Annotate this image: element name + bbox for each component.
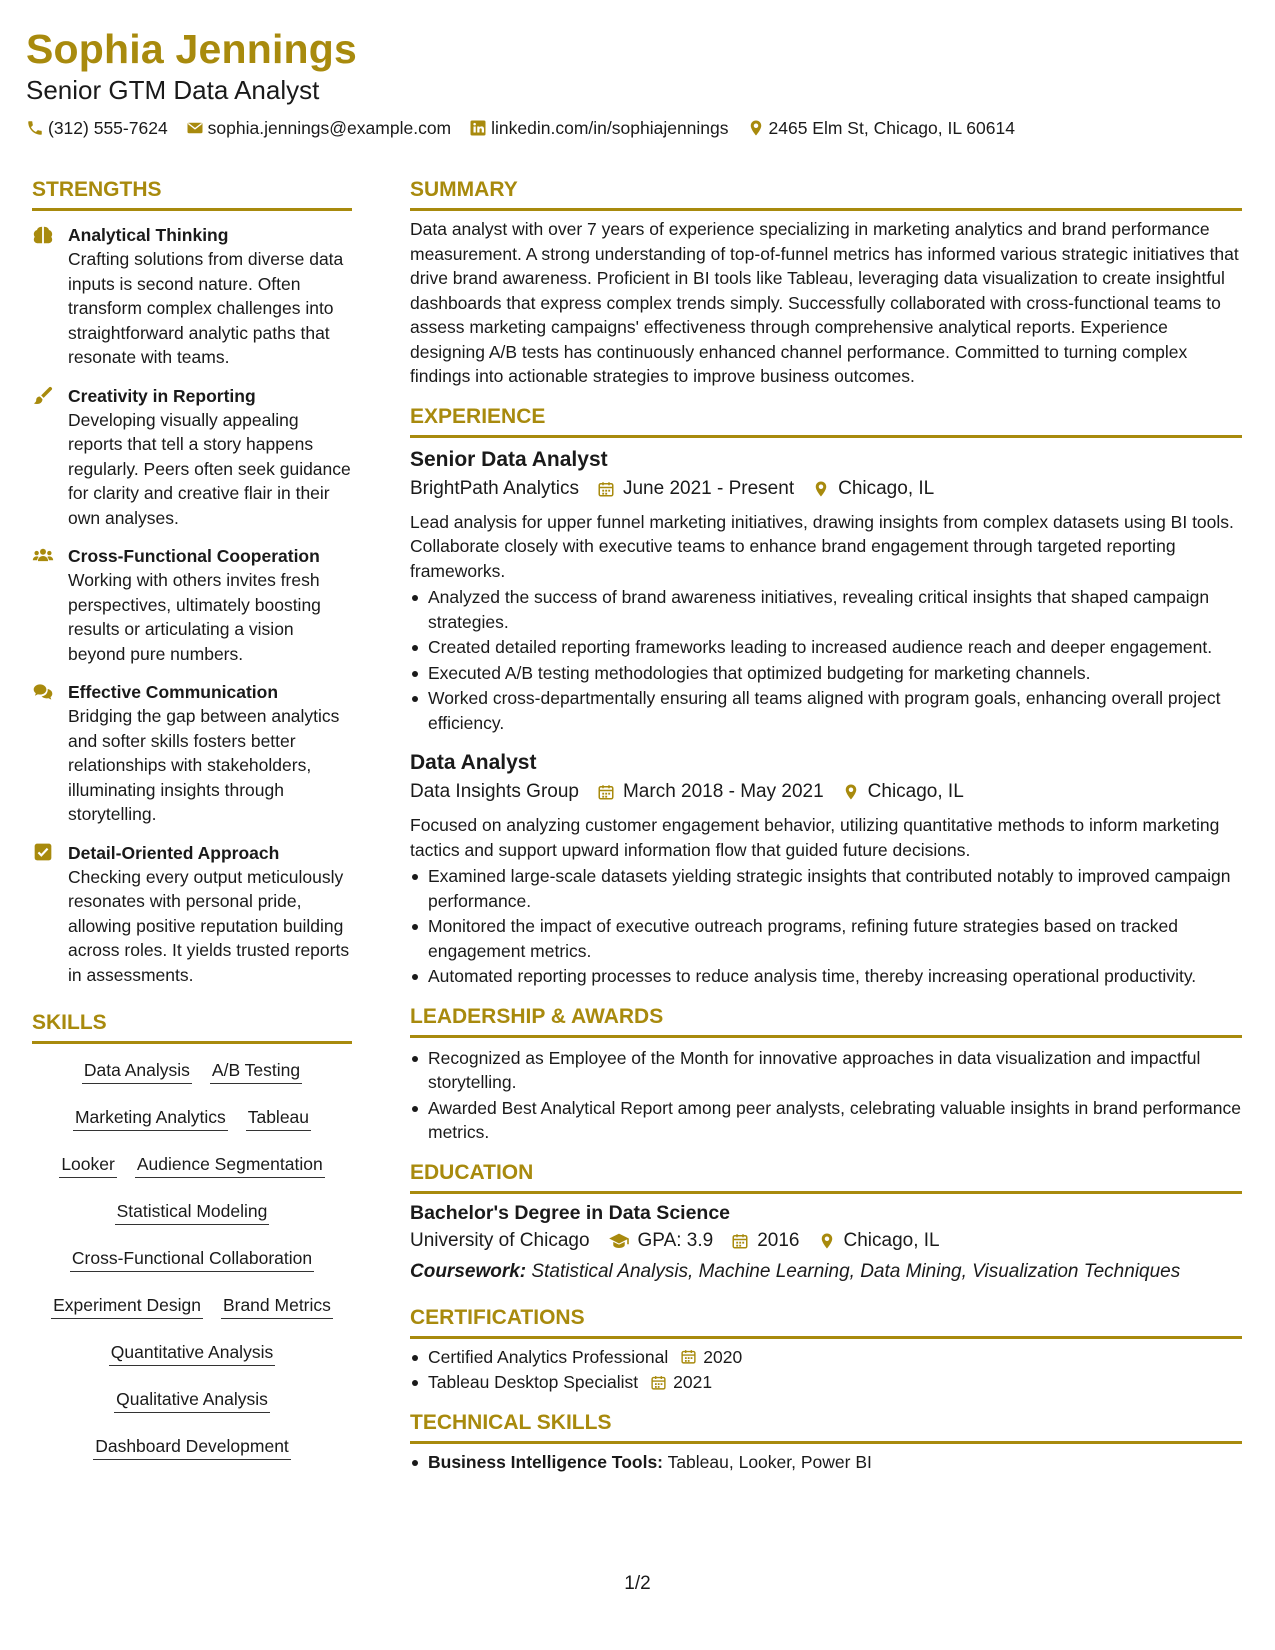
list-item (410, 1370, 1242, 1395)
skill-tag: Dashboard Development (93, 1434, 291, 1460)
job-title: Senior Data Analyst (410, 447, 608, 471)
list-item: Awarded Best Analytical Report among peer analysts, celebrating valuable insights in brand performance metrics. (410, 1096, 1242, 1145)
left-column (32, 176, 352, 1475)
company-name: BrightPath Analytics (410, 477, 579, 499)
list-item: Worked cross-departmentally ensuring all teams aligned with program goals, enhancing overall project efficiency. (410, 686, 1242, 735)
certification (428, 1345, 1242, 1370)
job-dates: March 2018 - May 2021 (622, 781, 824, 802)
contact-address (747, 116, 1015, 140)
calendar-icon (597, 480, 615, 498)
phone-icon (26, 119, 44, 137)
section-divider (410, 1035, 1242, 1038)
calendar-icon (597, 783, 615, 801)
list-item: Monitored the impact of executive outreach programs, refining future strategies based on tracked engagement metrics. (410, 914, 1242, 963)
cert-year: 2021 (673, 1372, 713, 1392)
list-item (410, 1345, 1242, 1370)
skill-tag: Tableau (246, 1105, 311, 1131)
section-divider (32, 208, 352, 211)
cert-name: Tableau Desktop Specialist (428, 1372, 639, 1392)
email-text: sophia.jennings@example.com (207, 118, 452, 138)
school-location: Chicago, IL (843, 1229, 940, 1251)
leadership-heading: LEADERSHIP & AWARDS (410, 1004, 664, 1028)
cert-year: 2020 (703, 1346, 743, 1367)
strength-item (32, 680, 352, 827)
linkedin-icon (469, 119, 487, 137)
leadership-bullets (410, 1046, 1242, 1145)
strength-desc: Working with others invites fresh perspectives, ultimately boosting results or articulating a vision beyond pure numbers. (68, 570, 321, 664)
comments-icon (32, 681, 54, 703)
strength-title: Creativity in Reporting (68, 385, 256, 406)
map-pin-icon (812, 480, 830, 498)
skill-tag: Statistical Modeling (115, 1199, 270, 1225)
job-bullets (410, 585, 1242, 735)
list-item: Recognized as Employee of the Month for innovative approaches in data visualization and impactful storytelling. (410, 1046, 1242, 1095)
gpa: GPA: 3.9 (637, 1229, 714, 1251)
job-entry (410, 446, 1242, 736)
contact-phone (26, 116, 168, 140)
skill-tag: Quantitative Analysis (109, 1340, 275, 1366)
address-text: 2465 Elm St, Chicago, IL 60614 (768, 118, 1015, 138)
cert-name: Certified Analytics Professional (428, 1346, 669, 1367)
calendar-icon (731, 1232, 749, 1250)
strength-item (32, 544, 352, 666)
tech-skill-value: Tableau, Looker, Power BI (667, 1451, 872, 1472)
list-item: Executed A/B testing methodologies that optimized budgeting for marketing channels. (410, 661, 1242, 686)
certification (428, 1370, 1242, 1395)
skill-tag: Brand Metrics (221, 1293, 333, 1319)
list-item (410, 1450, 1242, 1475)
calendar-icon (650, 1374, 667, 1391)
certifications-list (410, 1345, 1242, 1395)
contact-email[interactable] (186, 116, 451, 140)
job-bullets (410, 864, 1242, 989)
section-divider (32, 1041, 352, 1044)
list-item: Examined large-scale datasets yielding strategic insights that contributed notably to improved campaign performance. (410, 864, 1242, 913)
technical-skills-heading: TECHNICAL SKILLS (410, 1410, 612, 1434)
job-description: Lead analysis for upper funnel marketing initiatives, drawing insights from complex datasets using BI tools. Collaborate closely with executive teams to enhance brand engagement through targeted reporting frameworks. (410, 511, 1234, 581)
strength-item (32, 384, 352, 531)
certifications-heading: CERTIFICATIONS (410, 1305, 585, 1329)
brain-icon (32, 224, 54, 246)
coursework-label: Coursework: (410, 1260, 527, 1282)
contact-row (26, 116, 1246, 140)
job-meta (410, 474, 1242, 504)
job-description: Focused on analyzing customer engagement behavior, utilizing quantitative methods to inform marketing tactics and support upward information flow that guided future decisions. (410, 815, 1220, 860)
strength-desc: Bridging the gap between analytics and softer skills fosters better relationships with stakeholders, illuminating insights through storytelling. (68, 706, 340, 824)
education-heading: EDUCATION (410, 1160, 534, 1184)
list-item: Created detailed reporting frameworks leading to increased audience reach and deeper engagement. (410, 635, 1242, 660)
strength-title: Cross-Functional Cooperation (68, 546, 320, 566)
section-divider (410, 1336, 1242, 1339)
degree-title: Bachelor's Degree in Data Science (410, 1201, 731, 1224)
strength-title: Analytical Thinking (68, 225, 229, 245)
skill-tag: Audience Segmentation (135, 1152, 325, 1178)
skill-tag: Marketing Analytics (73, 1105, 228, 1131)
job-dates: June 2021 - Present (622, 477, 795, 499)
coursework (410, 1258, 1242, 1286)
skills-list (32, 1052, 352, 1475)
strength-desc: Checking every output meticulously resonates with personal pride, allowing positive reputation building across roles. It yields trusted reports in assessments. (68, 866, 350, 985)
technical-skills-list (410, 1450, 1242, 1475)
checkbox-icon (32, 842, 54, 864)
map-pin-icon (747, 119, 765, 137)
skill-tag: Experiment Design (51, 1293, 203, 1319)
list-item: Automated reporting processes to reduce analysis time, thereby increasing operational productivity. (410, 964, 1242, 989)
section-divider (410, 1191, 1242, 1194)
candidate-name: Sophia Jennings (26, 26, 358, 72)
map-pin-icon (842, 783, 860, 801)
strengths-heading: STRENGTHS (32, 178, 162, 201)
section-divider (410, 1441, 1242, 1444)
page-number: 1/2 (624, 1573, 651, 1594)
graduation-cap-icon (608, 1232, 630, 1250)
contact-linkedin[interactable] (469, 116, 728, 140)
list-item: Analyzed the success of brand awareness initiatives, revealing critical insights that shaped campaign strategies. (410, 585, 1242, 634)
summary-text: Data analyst with over 7 years of experience specializing in marketing analytics and brand performance measurement. A strong understanding of top-of-funnel metrics has informed various strategic initiatives that drive brand awareness. Proficient in BI tools like Tableau, leveraging data visualization to create insightful dashboards that express complex trends simply. Successfully collaborated with cross-functional teams to assess marketing campaigns' effectiveness through comprehensive analytical reports. Experience designing A/B tests has continuously enhanced channel performance. Committed to turning complex findings into actionable strategies to improve business outcomes. (410, 219, 1239, 386)
graduation-year: 2016 (757, 1229, 800, 1251)
users-icon (32, 545, 54, 567)
skill-tag: Qualitative Analysis (114, 1387, 270, 1413)
experience-heading: EXPERIENCE (410, 404, 546, 428)
paintbrush-icon (32, 385, 54, 407)
section-divider (410, 208, 1242, 211)
school-name: University of Chicago (410, 1229, 590, 1251)
tech-skill-label: Business Intelligence Tools: (428, 1451, 664, 1472)
education-meta (410, 1226, 1242, 1256)
job-title: Data Analyst (410, 751, 537, 774)
strength-title: Detail-Oriented Approach (68, 842, 280, 863)
job-meta (410, 777, 1242, 807)
company-name: Data Insights Group (410, 781, 579, 802)
strength-title: Effective Communication (68, 682, 279, 702)
candidate-role: Senior GTM Data Analyst (26, 75, 320, 105)
linkedin-text: linkedin.com/in/sophiajennings (491, 118, 729, 138)
calendar-icon (680, 1348, 697, 1365)
strength-item (32, 223, 352, 370)
strength-item (32, 841, 352, 988)
job-entry (410, 749, 1242, 989)
map-pin-icon (818, 1232, 836, 1250)
right-column (410, 176, 1242, 1475)
summary-heading: SUMMARY (410, 178, 518, 201)
section-divider (410, 435, 1242, 438)
resume-header (26, 24, 1246, 140)
envelope-icon (186, 119, 204, 137)
job-location: Chicago, IL (867, 781, 964, 802)
phone-text: (312) 555-7624 (48, 118, 168, 138)
skill-tag: Cross-Functional Collaboration (70, 1246, 314, 1272)
job-location: Chicago, IL (838, 477, 935, 499)
skill-tag: Looker (59, 1152, 117, 1178)
skill-tag: A/B Testing (210, 1058, 302, 1084)
skills-heading: SKILLS (32, 1011, 107, 1034)
coursework-list: Statistical Analysis, Machine Learning, Data Mining, Visualization Techniques (531, 1260, 1181, 1282)
strength-desc: Crafting solutions from diverse data inputs is second nature. Often transform complex challenges into straightforward analytic paths that resonate with teams. (68, 249, 344, 367)
skill-tag: Data Analysis (82, 1058, 192, 1084)
strength-desc: Developing visually appealing reports that tell a story happens regularly. Peers often seek guidance for clarity and creative flair in their own analyses. (68, 409, 351, 528)
